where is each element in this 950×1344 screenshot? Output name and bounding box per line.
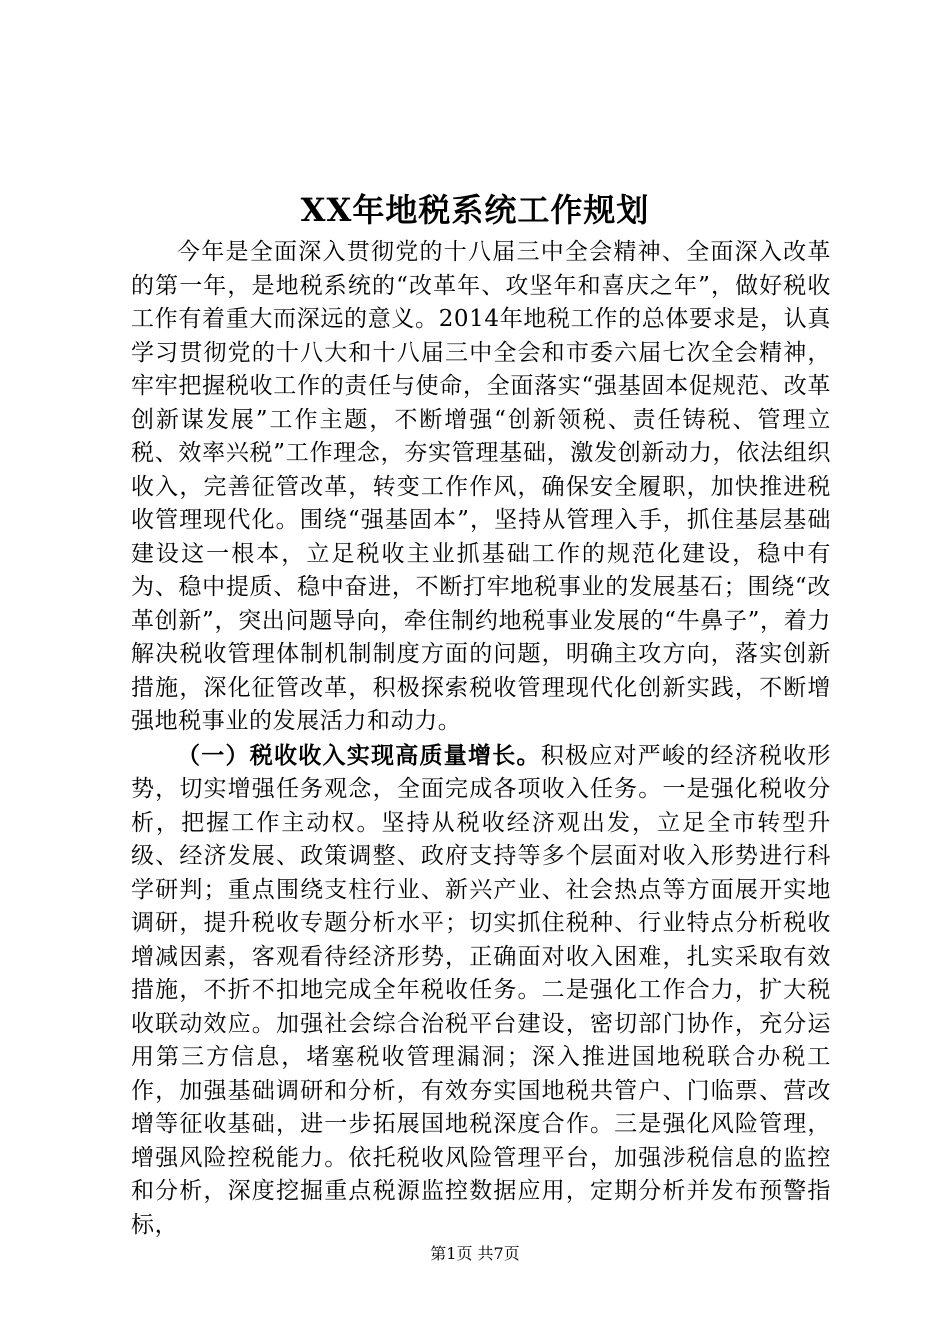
paragraph-intro-text: 今年是全面深入贯彻党的十八届三中全会精神、全面深入改革的第一年，是地税系统的“改革年、攻坚年和喜庆之年”，做好税收工作有着重大而深远的意义。2014年地税工作的总体要求是，认真学习贯彻党的十八大和十八届三中全会和市委六届七次全会精神，牢牢把握税收工作的责任与使命，全面落实“强基固本促规范、改革创新谋发展”工作主题，不断增强“创新领税、责任铸税、管理立税、效率兴税”工作理念，夯实管理基础，激发创新动力，依法组织收入，完善征管改革，转变工作作风，确保安全履职，加快推进税收管理现代化。围绕“强基固本”，坚持从管理入手，抓住基层基础建设这一根本，立足税收主业抓基础工作的规范化建设，稳中有为、稳中提质、稳中奋进，不断打牢地税事业的发展基石；围绕“改革创新”，突出问题导向，牵住制约地税事业发展的“牛鼻子”，着力解决税收管理体制机制制度方面的问题，明确主攻方向，落实创新措施，深化征管改革，积极探索税收管理现代化创新实践，不断增强地税事业的发展活力和动力。 xyxy=(131,239,831,734)
document-title: XX年地税系统工作规划 xyxy=(300,191,650,229)
document-body xyxy=(131,236,831,1242)
paragraph-intro xyxy=(131,236,831,739)
section-1-heading: （一）税收收入实现高质量增长。 xyxy=(177,741,541,769)
section-1-text: 积极应对严峻的经济税收形势，切实增强任务观念，全面完成各项收入任务。一是强化税收分析，把握工作主动权。坚持从税收经济观出发，立足全市转型升级、经济发展、政策调整、政府支持等多个层面对收入形势进行科学研判；重点围绕支柱行业、新兴产业、社会热点等方面展开实地调研，提升税收专题分析水平；切实抓住税种、行业特点分析税收增减因素，客观看待经济形势，正确面对收入困难，扎实采取有效措施，不折不扣地完成全年税收任务。二是强化工作合力，扩大税收联动效应。加强社会综合治税平台建设，密切部门协作，充分运用第三方信息，堵塞税收管理漏洞；深入推进国地税联合办税工作，加强基础调研和分析，有效夯实国地税共管户、门临票、营改增等征收基础，进一步拓展国地税深度合作。三是强化风险管理，增强风险控税能力。依托税收风险管理平台，加强涉税信息的监控和分析，深度挖掘重点税源监控数据应用，定期分析并发布预警指标， xyxy=(131,742,832,1238)
page-number-footer: 第1页 共7页 xyxy=(430,1244,520,1263)
paragraph-section-1 xyxy=(131,739,831,1243)
